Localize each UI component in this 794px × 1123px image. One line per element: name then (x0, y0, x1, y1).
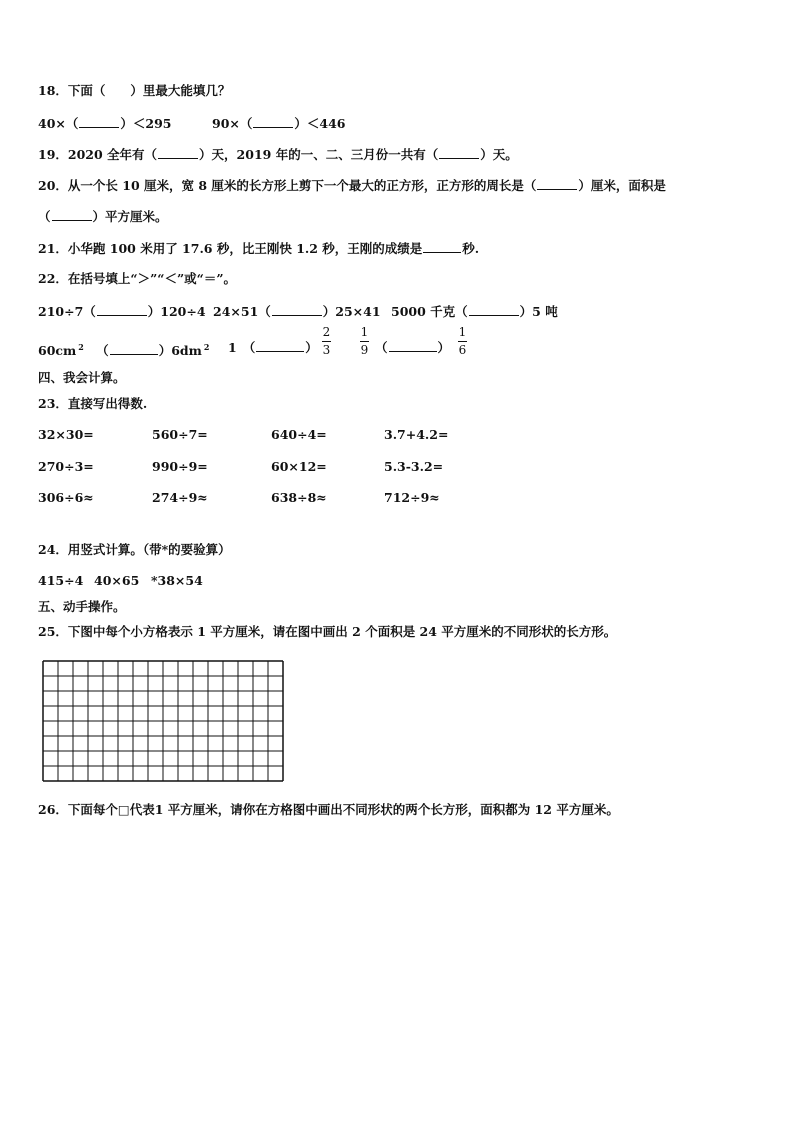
answer-blank[interactable] (52, 208, 92, 221)
q22-r1-item (213, 303, 381, 320)
q18-b-post: ）＜446 (294, 116, 346, 131)
fraction (458, 326, 467, 357)
q23-title: 23．直接写出得数. (38, 396, 148, 411)
q24-title: 24．用竖式计算。（带*的要验算） (38, 542, 231, 557)
q26-text: 26．下面每个□代表1 平方厘米，请你在方格图中画出不同形状的两个长方形，面积都为 12 平方厘米。 (38, 802, 619, 817)
q23-problem: 640÷4= (271, 427, 327, 442)
q21-post: 秒. (462, 241, 480, 256)
q23-problem: 306÷6≈ (38, 490, 94, 505)
q23-problem: 270÷3= (38, 459, 94, 474)
q18-b-pre: 90×（ (212, 116, 253, 131)
section-heading: 四、我会计算。 (38, 370, 126, 385)
q21-line (38, 240, 479, 257)
q23-problem: 638÷8≈ (271, 490, 327, 505)
q22-title: 22．在括号填上“＞”“＜”或“＝”。 (38, 271, 237, 286)
q24-item: 40×65 (94, 573, 140, 588)
q22-r2-item-b: 1 （ ） (228, 340, 318, 355)
q20-line2-pre: （ (38, 209, 51, 224)
q19-pre: 19．2020 全年有（ (38, 147, 158, 162)
q23-problem: 560÷7= (152, 427, 208, 442)
fraction-numerator: 1 (458, 325, 467, 339)
fraction-numerator: 2 (322, 325, 331, 339)
answer-blank[interactable] (423, 240, 461, 253)
answer-blank[interactable] (537, 177, 577, 190)
q22-r2-a-left: 60cm (38, 343, 77, 358)
q19-line (38, 146, 518, 163)
fraction-denominator: 3 (322, 343, 331, 357)
fraction (360, 326, 369, 357)
fraction-bar (322, 341, 331, 342)
q18-a-pre: 40×（ (38, 116, 79, 131)
q23-problem: 5.3-3.2= (384, 459, 444, 474)
answer-blank[interactable] (79, 115, 119, 128)
q23-problem: 712÷9≈ (384, 490, 440, 505)
q19-mid: ）天，2019 年的一、二、三月份一共有（ (199, 147, 439, 162)
q18-item-b (212, 115, 345, 132)
q19-post: ）天。 (480, 147, 518, 162)
q22-r1-2-pre: 5000 千克（ (391, 304, 468, 319)
q24-item: 415÷4 (38, 573, 84, 588)
q18-item-a (38, 115, 171, 132)
q22-r1-item (391, 303, 558, 320)
answer-blank[interactable] (272, 303, 322, 316)
q23-problem: 274÷9≈ (152, 490, 208, 505)
exponent: 2 (203, 342, 210, 352)
q22-r1-0-pre: 210÷7（ (38, 304, 96, 319)
answer-blank[interactable] (439, 146, 479, 159)
q22-r2-item-a: 60cm $^2$ （ ）6dm $^2$ (38, 342, 210, 358)
q21-pre: 21．小华跑 100 米用了 17.6 秒，比王刚快 1.2 秒，王刚的成绩是 (38, 241, 423, 256)
q22-r2-a-right: 6dm (171, 343, 202, 358)
fraction-bar (458, 341, 467, 342)
q25-text: 25．下图中每个小方格表示 1 平方厘米，请在图中画出 2 个面积是 24 平方厘米的不同形状的长方形。 (38, 624, 617, 639)
answer-blank[interactable] (97, 303, 147, 316)
fraction-denominator: 9 (360, 343, 369, 357)
fraction-denominator: 6 (458, 343, 467, 357)
q22-r1-2-post: ）5 吨 (519, 304, 558, 319)
exponent: 2 (78, 342, 84, 352)
q20-line2-post: ）平方厘米。 (92, 209, 168, 224)
answer-blank[interactable] (110, 342, 158, 355)
q20-line2 (38, 208, 168, 225)
q22-r1-0-post: ）120÷4 (147, 304, 206, 319)
square-grid[interactable] (42, 660, 286, 784)
q20-line1-pre: 20．从一个长 10 厘米，宽 8 厘米的长方形上剪下一个最大的正方形，正方形的周长是（ (38, 178, 537, 193)
q20-line1-post: ）厘米，面积是 (578, 178, 666, 193)
answer-blank[interactable] (256, 339, 304, 352)
q23-problem: 32×30= (38, 427, 94, 442)
fraction-bar (360, 341, 369, 342)
q22-r2-b-left: 1 (228, 340, 237, 355)
q22-r1-item (38, 303, 206, 320)
answer-blank[interactable] (253, 115, 293, 128)
fraction (322, 326, 331, 357)
q22-r2-item-c: （ ） (375, 340, 451, 355)
q18-title: 18．下面（ ）里最大能填几？ (38, 83, 231, 98)
answer-blank[interactable] (389, 339, 437, 352)
answer-blank[interactable] (469, 303, 519, 316)
q20-line1 (38, 177, 666, 194)
fraction-numerator: 1 (360, 325, 369, 339)
section-heading: 五、动手操作。 (38, 599, 126, 614)
q18-a-post: ）＜295 (120, 116, 172, 131)
q24-item: *38×54 (151, 573, 203, 588)
answer-blank[interactable] (158, 146, 198, 159)
q23-problem: 990÷9= (152, 459, 208, 474)
q23-problem: 60×12= (271, 459, 327, 474)
q22-r1-1-post: ）25×41 (322, 304, 381, 319)
q23-problem: 3.7+4.2= (384, 427, 449, 442)
q22-r1-1-pre: 24×51（ (213, 304, 271, 319)
